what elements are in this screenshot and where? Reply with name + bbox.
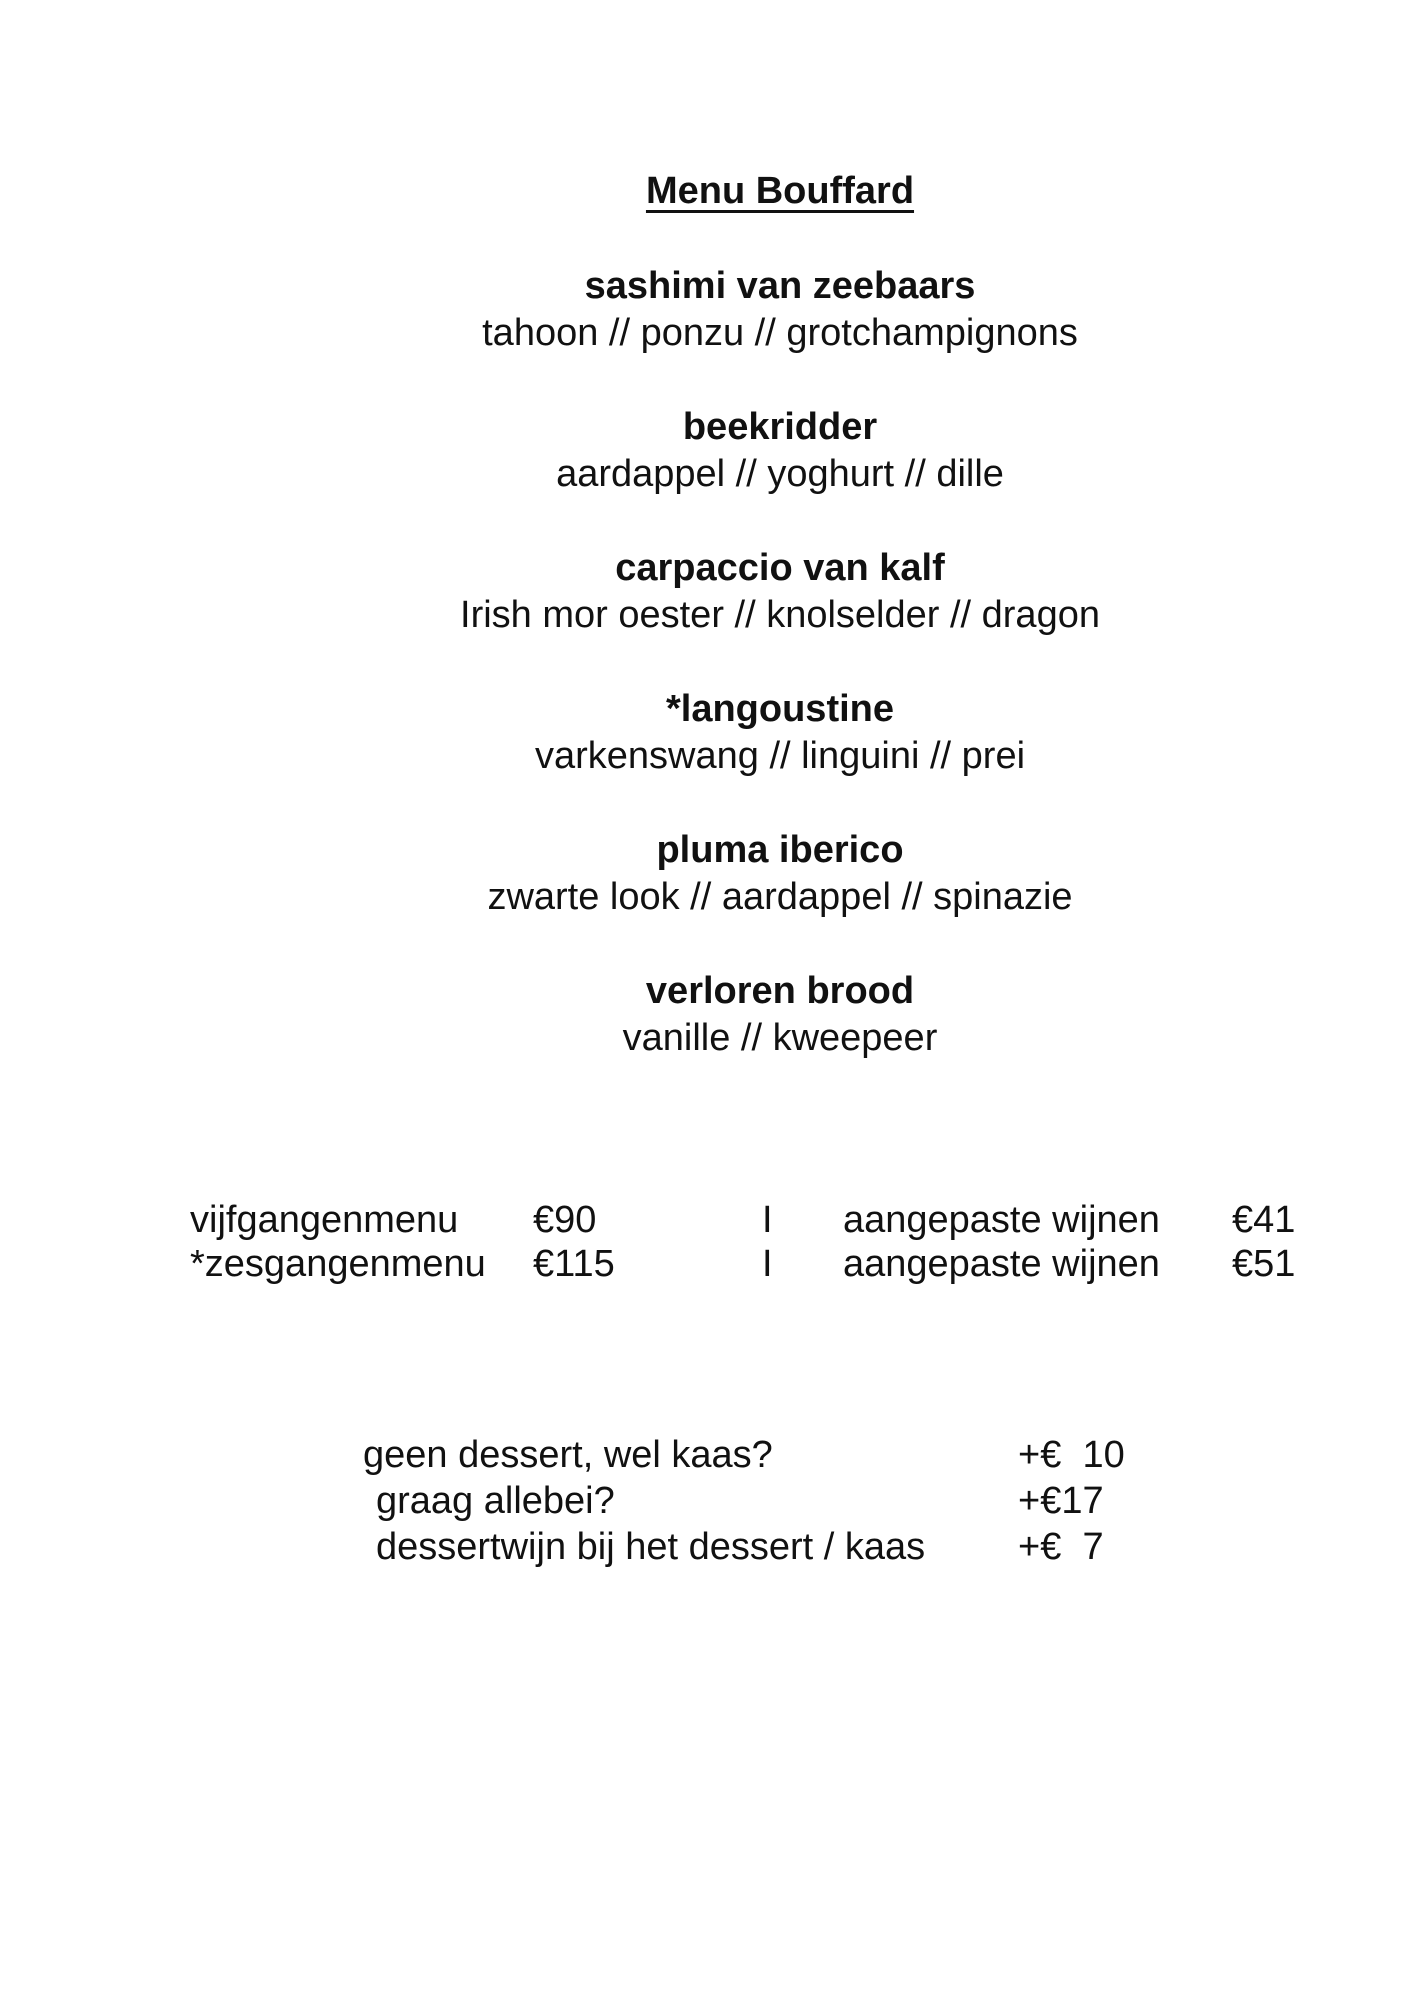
wine-label: aangepaste wijnen: [843, 1199, 1160, 1241]
course-name: pluma iberico: [656, 829, 904, 871]
column-separator: I: [762, 1199, 773, 1241]
course-item: [145, 545, 1414, 639]
menu-price: €115: [533, 1243, 615, 1285]
course-name: beekridder: [682, 406, 878, 448]
course-item: [145, 968, 1414, 1062]
page-title: [145, 168, 1414, 215]
course-name: carpaccio van kalf: [615, 547, 945, 589]
supplement-label: graag allebei?: [376, 1480, 615, 1522]
menu-label: vijfgangenmenu: [190, 1199, 459, 1241]
supplement-label: geen dessert, wel kaas?: [363, 1434, 773, 1476]
page-title-text: Menu Bouffard: [645, 170, 915, 212]
course-description: vanille // kweepeer: [622, 1017, 938, 1059]
supplement-price: +€ 10: [1018, 1434, 1125, 1476]
course-item: [145, 827, 1414, 921]
course-description: zwarte look // aardappel // spinazie: [487, 876, 1073, 918]
supplements-table: [363, 1432, 1238, 1570]
supplement-row: [363, 1524, 1238, 1570]
course-item: [145, 686, 1414, 780]
column-separator: I: [762, 1243, 773, 1285]
course-description: varkenswang // linguini // prei: [534, 735, 1026, 777]
pricing-row: [190, 1198, 1352, 1242]
wine-label: aangepaste wijnen: [843, 1243, 1160, 1285]
pricing-row: [190, 1242, 1352, 1286]
course-item: [145, 263, 1414, 357]
menu-label: *zesgangenmenu: [190, 1243, 486, 1285]
supplement-row: [363, 1478, 1238, 1524]
menu-pricing-table: [190, 1198, 1352, 1286]
supplement-price: +€ 7: [1018, 1526, 1104, 1568]
wine-price: €41: [1232, 1199, 1296, 1241]
course-name: sashimi van zeebaars: [584, 265, 976, 307]
course-description: aardappel // yoghurt // dille: [556, 453, 1004, 495]
course-item: [145, 404, 1414, 498]
wine-price: €51: [1232, 1243, 1296, 1285]
course-name: *langoustine: [665, 688, 895, 730]
course-name: verloren brood: [645, 970, 915, 1012]
supplement-price: +€17: [1018, 1480, 1104, 1522]
supplement-label: dessertwijn bij het dessert / kaas: [376, 1526, 926, 1568]
menu-price: €90: [533, 1199, 597, 1241]
supplement-row: [363, 1432, 1238, 1478]
course-list: [145, 263, 1414, 1109]
course-description: Irish mor oester // knolselder // dragon: [460, 594, 1100, 636]
course-description: tahoon // ponzu // grotchampignons: [482, 312, 1078, 354]
